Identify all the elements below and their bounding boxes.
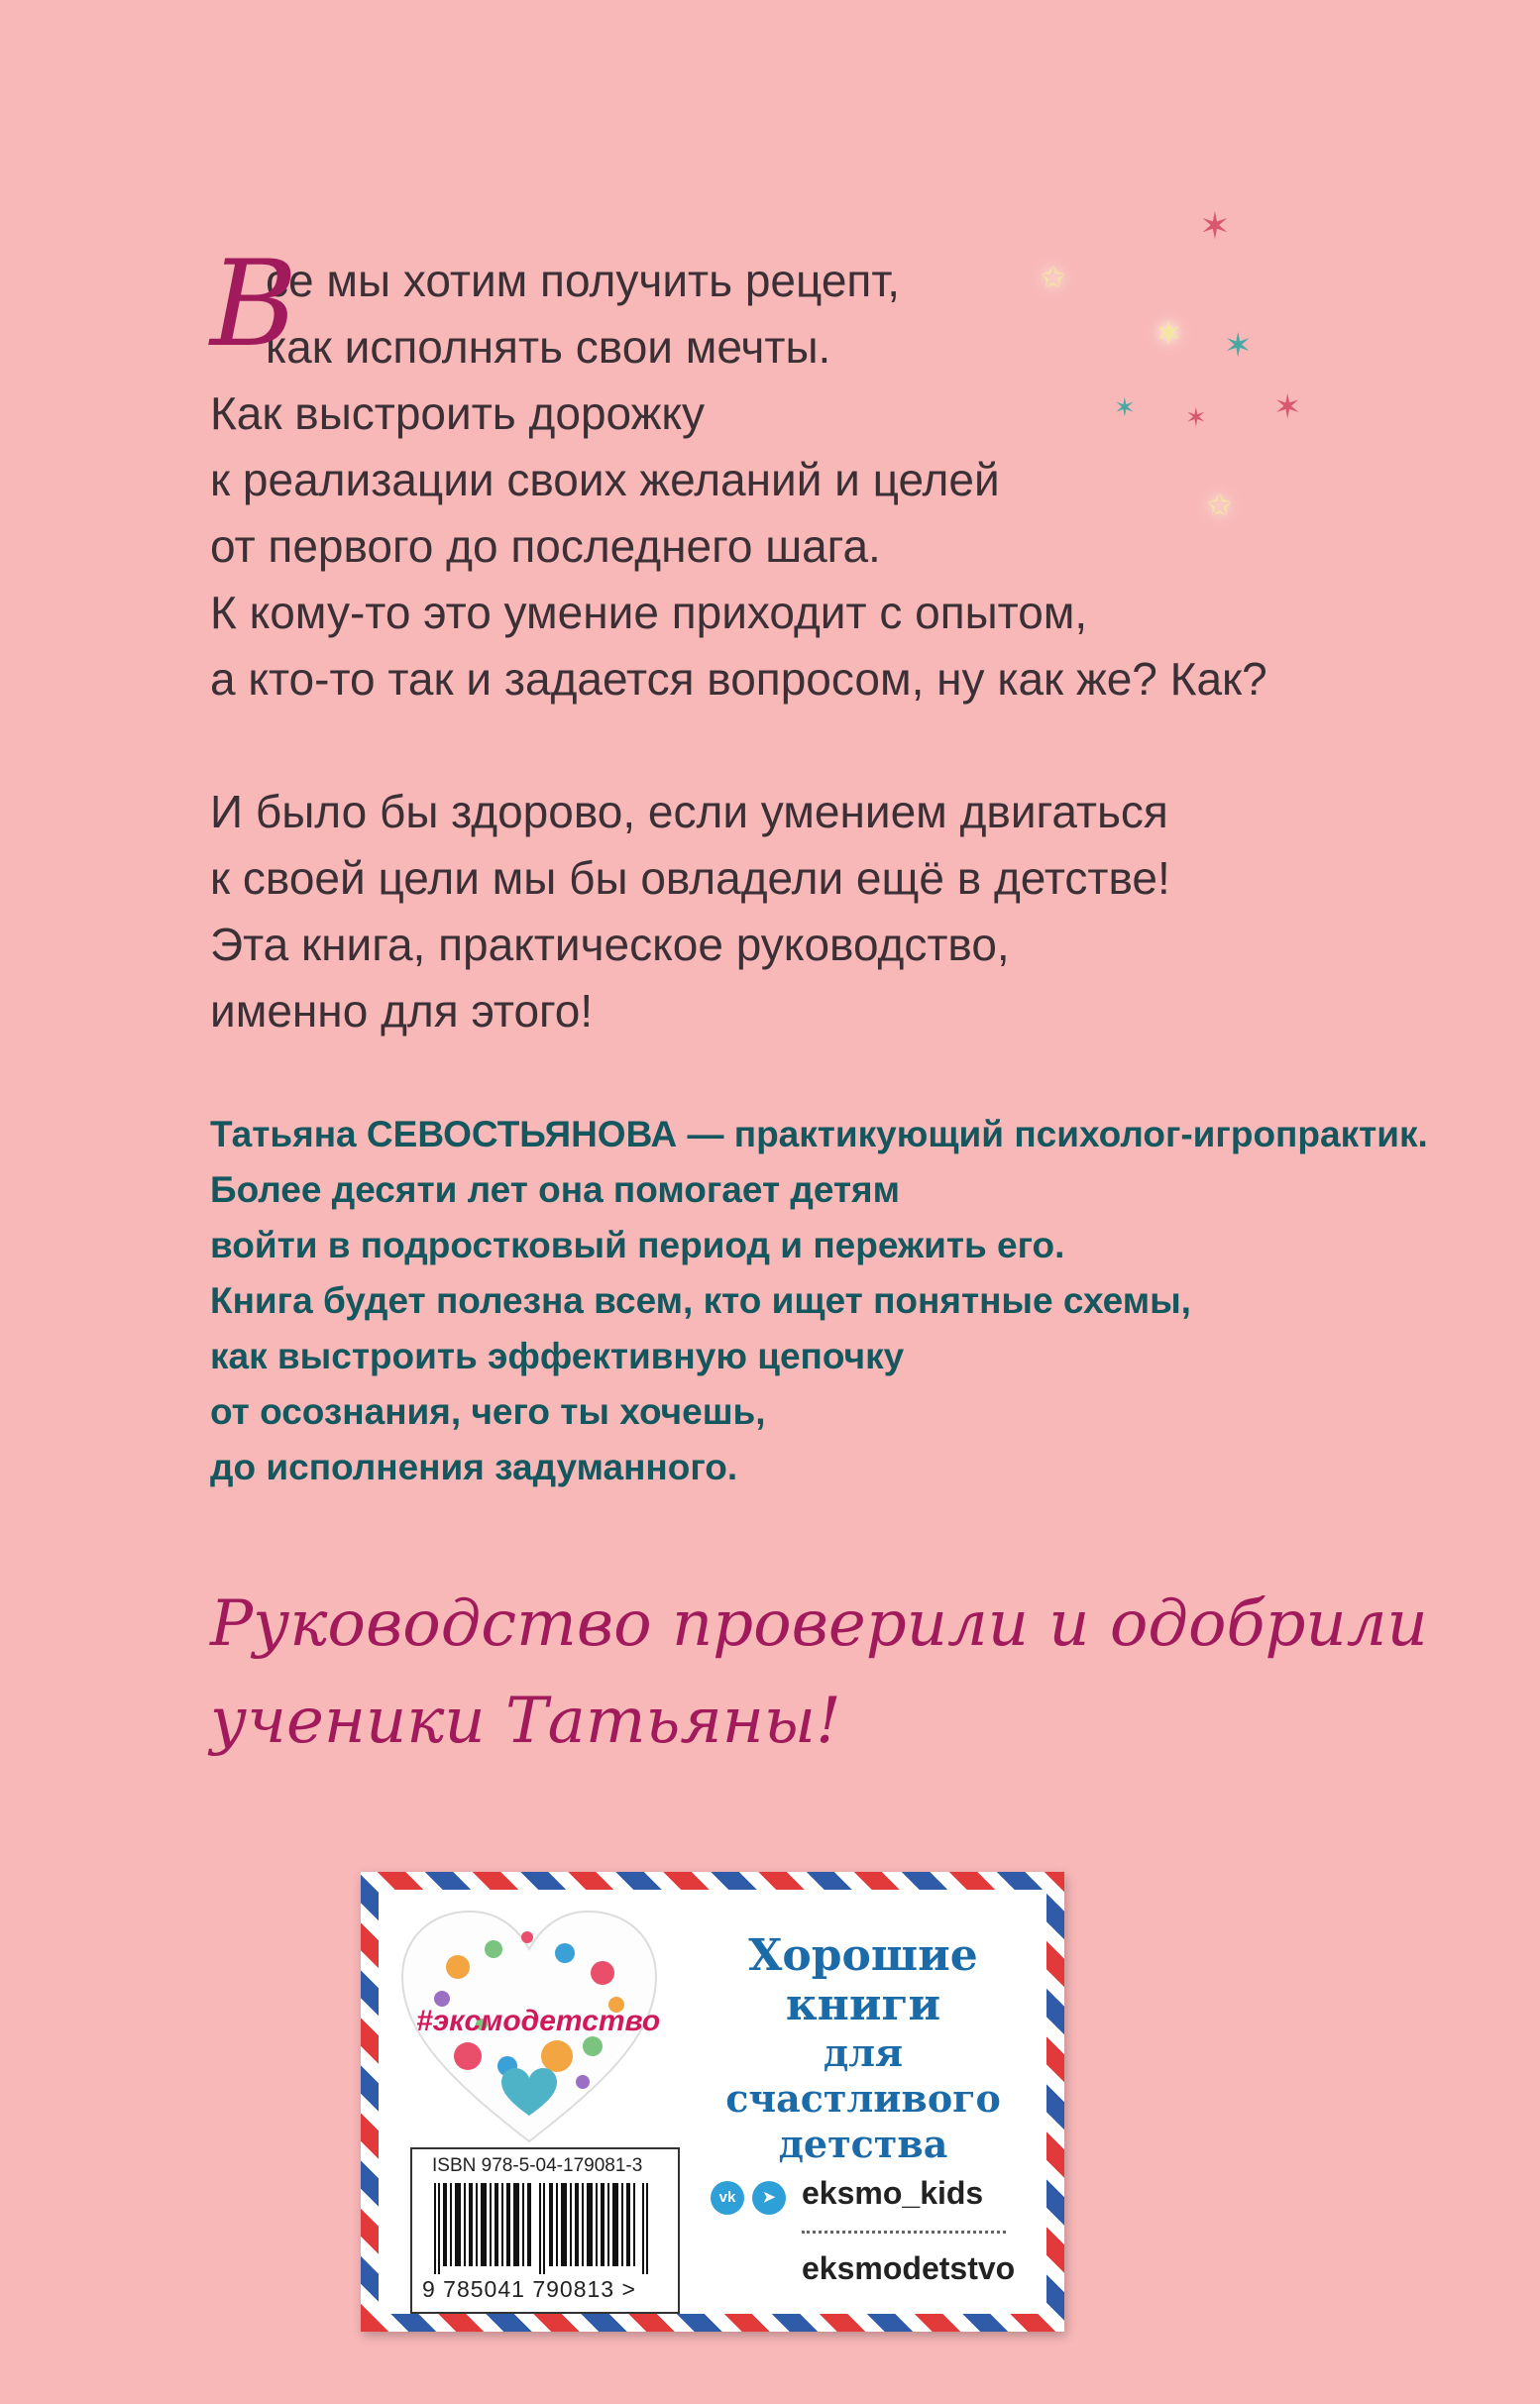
star-icon: ✶ [1114,392,1136,422]
barcode-digits: 9 785041 790813 > [422,2276,636,2302]
bio-line: Более десяти лет она помогает детям [210,1169,901,1210]
intro-paragraph-2 [210,779,1399,1044]
star-icon: ✩ [1041,262,1066,294]
bio-line: от осознания, чего ты хочешь, [210,1391,766,1432]
slogan-line: детства [778,2122,948,2166]
hashtag-label: #эксмодетство [416,2005,661,2037]
isbn-label: ISBN 978-5-04-179081-3 [432,2155,643,2176]
intro-paragraph-1 [210,236,1399,712]
slogan-line: Хорошие [748,1930,978,1981]
intro-line: К кому-то это умение приходит с опытом, [210,587,1088,638]
slogan-line: для счастливого [725,2030,1001,2121]
promo-line: Руководство проверили и одобрили [210,1587,1428,1661]
intro-line: Как выстроить дорожку [210,387,706,439]
vk-icon[interactable]: vk [711,2181,744,2215]
intro-line: а кто-то так и задается вопросом, ну как же? Как? [210,653,1267,705]
isbn-barcode [410,2147,680,2314]
bio-line: Книга будет полезна всем, кто ищет понятные схемы, [210,1280,1191,1321]
heart-logo [398,1908,660,2147]
intro-line: к своей цели мы бы овладели ещё в детстве! [210,852,1170,904]
slogan-line: книги [785,1980,941,2030]
star-icon: ✶ [1185,402,1207,432]
drop-cap: В [210,236,298,374]
social-handles [711,2175,1016,2294]
publisher-card [361,1872,1064,2332]
intro-line: се мы хотим получить рецепт, [266,255,901,306]
intro-line: Эта книга, практическое руководство, [210,919,1010,970]
star-icon: ✩ [1207,490,1233,522]
bio-line: как выстроить эффективную цепочку [210,1336,905,1376]
barcode-bars [434,2183,652,2274]
star-icon: ✶ [1155,315,1183,353]
star-icon: ✶ [1273,388,1302,426]
intro-line: именно для этого! [210,985,594,1037]
bio-line: Татьяна СЕВОСТЬЯНОВА — практикующий психолог-игропрактик. [210,1114,1428,1154]
intro-line: И было бы здорово, если умением двигаться [210,786,1168,837]
publisher-slogan [680,1931,1046,2167]
intro-line: к реализации своих желаний и целей [210,454,1000,505]
intro-line: как исполнять свои мечты. [266,321,831,373]
handle-eksmo-kids[interactable]: eksmo_kids [802,2175,984,2211]
bio-line: войти в подростковый период и пережить его. [210,1225,1065,1265]
intro-text [210,236,1399,1111]
author-bio [210,1107,1498,1495]
dotted-divider [802,2231,1006,2234]
bio-line: до исполнения задуманного. [210,1447,738,1487]
telegram-icon[interactable]: ➤ [752,2181,786,2215]
star-icon: ✶ [1199,206,1231,248]
intro-line: от первого до последнего шага. [210,520,881,572]
promo-text [210,1576,1428,1770]
handle-eksmodetstvo[interactable]: eksmodetstvo [802,2250,1016,2286]
promo-line: ученики Татьяны! [210,1685,841,1758]
star-icon: ✶ [1224,327,1253,365]
